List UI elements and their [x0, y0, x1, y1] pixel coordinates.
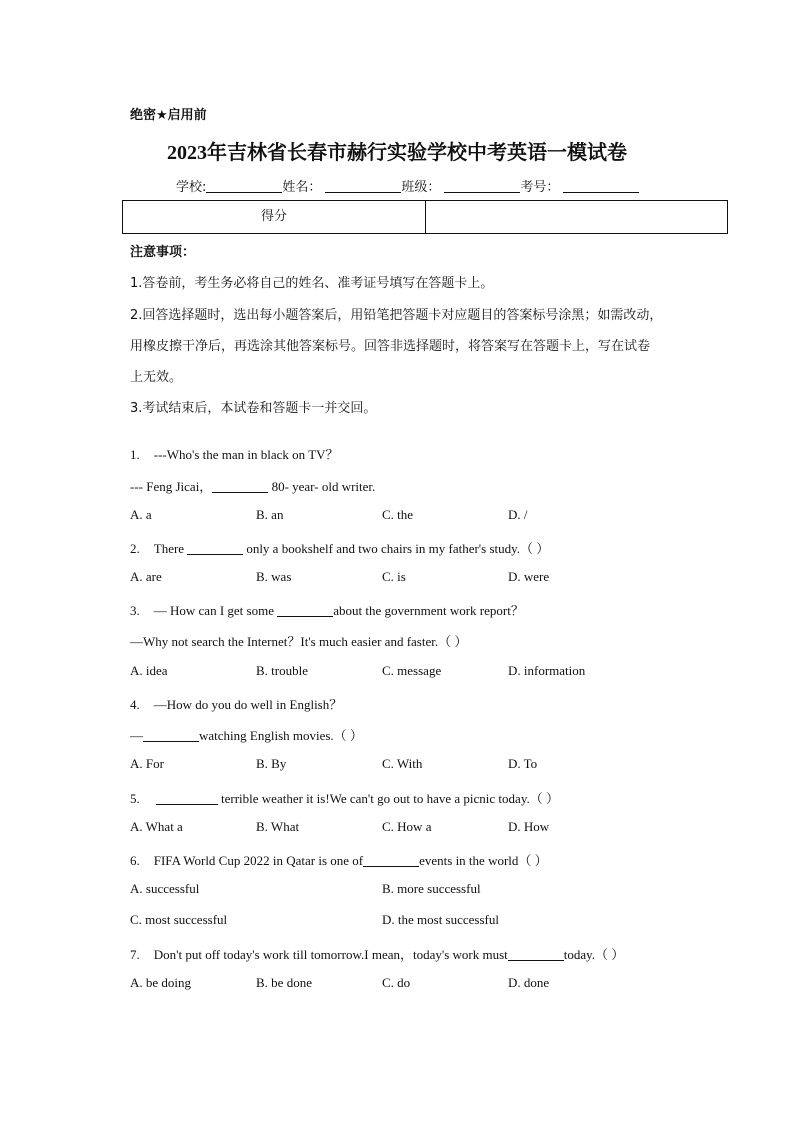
- question-text: ---Who's the man in black on TV？: [153, 447, 339, 462]
- question-6: [130, 850, 548, 869]
- question-text: only a bookshelf and two chairs in my father's study.（ ）: [243, 541, 550, 556]
- answer-blank[interactable]: [212, 479, 268, 493]
- student-info-line: [176, 176, 639, 195]
- note-item-2-line-2: 用橡皮擦干净后，再选涂其他答案标号。回答非选择题时，将答案写在答题卡上，写在试卷: [130, 339, 651, 354]
- notes-heading: 注意事项：: [130, 245, 196, 260]
- question-2: [130, 538, 549, 557]
- score-label: 得分: [123, 201, 426, 233]
- option-d[interactable]: D. information: [508, 663, 586, 678]
- option-d[interactable]: D. How: [508, 819, 550, 834]
- answer-blank[interactable]: [143, 728, 199, 742]
- score-table: [122, 200, 728, 234]
- option-b[interactable]: B. By: [256, 756, 287, 771]
- question-number: 6.: [130, 853, 140, 868]
- note-item-1: 1.答卷前，考生务必将自己的姓名、准考证号填写在答题卡上。: [130, 276, 494, 291]
- name-field[interactable]: [325, 178, 401, 193]
- note-item-2-line-1: 2.回答选择题时，选出每小题答案后，用铅笔把答题卡对应题目的答案标号涂黑；如需改动，: [130, 308, 663, 323]
- option-d[interactable]: D. were: [508, 569, 550, 584]
- question-text: events in the world（ ）: [419, 853, 548, 868]
- option-a[interactable]: A. idea: [130, 663, 168, 678]
- option-c[interactable]: C. the: [382, 507, 414, 522]
- question-text: watching English movies.（ ）: [199, 728, 363, 743]
- answer-blank[interactable]: [277, 603, 333, 617]
- question-text: — How can I get some: [153, 603, 278, 618]
- question-3: [130, 600, 524, 619]
- class-field[interactable]: [444, 178, 520, 193]
- answer-blank[interactable]: [363, 853, 419, 867]
- answer-blank[interactable]: [156, 791, 218, 805]
- answer-blank[interactable]: [508, 947, 564, 961]
- question-text: --- Feng Jicai，: [130, 479, 213, 494]
- option-b[interactable]: B. be done: [256, 975, 312, 990]
- option-d[interactable]: D. To: [508, 756, 538, 771]
- question-text: about the government work report？: [333, 603, 524, 618]
- note-item-3: 3.考试结束后，本试卷和答题卡一并交回。: [130, 401, 377, 416]
- option-b[interactable]: B. trouble: [256, 663, 308, 678]
- question-number: 4.: [130, 697, 140, 712]
- option-d[interactable]: D. /: [508, 507, 528, 522]
- option-b[interactable]: B. was: [256, 569, 292, 584]
- exam-title: 2023年吉林省长春市赫行实验学校中考英语一模试卷: [167, 142, 627, 164]
- option-a[interactable]: A. are: [130, 569, 162, 584]
- question-text: terrible weather it is!We can't go out to have a picnic today.（ ）: [217, 791, 559, 806]
- question-text: FIFA World Cup 2022 in Qatar is one of: [153, 853, 364, 868]
- option-a[interactable]: A. What a: [130, 819, 183, 834]
- option-a[interactable]: A. be doing: [130, 975, 192, 990]
- answer-blank[interactable]: [187, 541, 243, 555]
- question-3-line-2: —Why not search the Internet？It's much easier and faster.（ ）: [130, 634, 468, 649]
- exam-number-label: 考号：: [520, 180, 560, 195]
- question-5: [130, 788, 559, 807]
- note-item-2-line-3: 上无效。: [130, 370, 183, 385]
- option-d[interactable]: D. done: [508, 975, 550, 990]
- option-c[interactable]: C. do: [382, 975, 411, 990]
- name-label: 姓名：: [282, 180, 322, 195]
- question-4-line-2: [130, 725, 363, 744]
- option-b[interactable]: B. an: [256, 507, 284, 522]
- question-4: [130, 694, 342, 713]
- school-field[interactable]: [206, 178, 282, 193]
- question-number: 3.: [130, 603, 140, 618]
- question-number: 1.: [130, 447, 140, 462]
- option-d[interactable]: D. the most successful: [382, 912, 499, 927]
- question-1-line-2: [130, 476, 375, 495]
- question-text: There: [153, 541, 185, 556]
- option-b[interactable]: B. What: [256, 819, 300, 834]
- option-c[interactable]: C. With: [382, 756, 423, 771]
- question-text: Don't put off today's work till tomorrow.I mean，today's work must: [153, 947, 508, 962]
- question-text: —How do you do well in English？: [153, 697, 343, 712]
- option-c[interactable]: C. most successful: [130, 912, 228, 927]
- question-7: [130, 944, 624, 963]
- question-text: —: [130, 728, 143, 743]
- score-cell[interactable]: [426, 201, 727, 233]
- confidential-mark: 绝密★启用前: [130, 108, 207, 123]
- question-text: 80- year- old writer.: [268, 479, 376, 494]
- option-a[interactable]: A. For: [130, 756, 164, 771]
- exam-number-field[interactable]: [563, 178, 639, 193]
- class-label: 班级：: [401, 180, 441, 195]
- question-text: today.（ ）: [563, 947, 625, 962]
- question-number: 2.: [130, 541, 140, 556]
- option-c[interactable]: C. How a: [382, 819, 432, 834]
- option-a[interactable]: A. successful: [130, 881, 200, 896]
- question-1: [130, 444, 339, 463]
- question-number: 5.: [130, 791, 140, 806]
- school-label: 学校:: [176, 180, 207, 195]
- option-a[interactable]: A. a: [130, 507, 152, 522]
- option-c[interactable]: C. is: [382, 569, 406, 584]
- question-number: 7.: [130, 947, 140, 962]
- option-b[interactable]: B. more successful: [382, 881, 481, 896]
- option-c[interactable]: C. message: [382, 663, 442, 678]
